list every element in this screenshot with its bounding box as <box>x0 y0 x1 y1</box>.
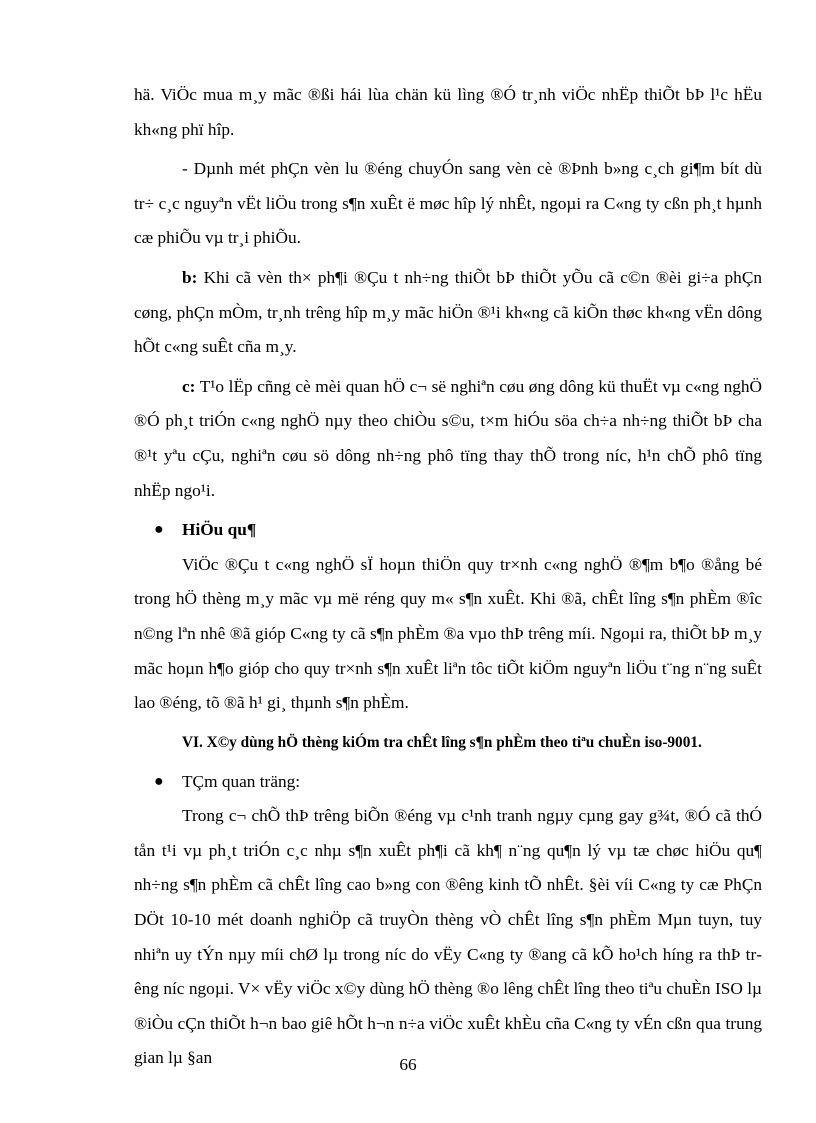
paragraph-5: ViÖc ®Çu t c«ng nghÖ sÏ hoµn thiÖn quy tr×nh c«ng nghÖ ®¶m b¶o ®ång bé trong hÖ thèng m¸y mãc vµ më réng quy m« s¶n xuÊt. Khi ®ã, chÊt lîng s¶n phÈm ®îc n©ng lªn nhê ®ã gióp C«ng ty cã s¶n phÈm ®a vµo thÞ trêng míi. Ngoµi ra, thiÕt bÞ m¸y mãc hoµn h¶o gióp cho quy tr×nh s¶n xuÊt liªn tôc tiÕt kiÖm nguyªn liÖu t¨ng n¨ng suÊt lao ®éng, tõ ®ã h¹ gi¸ thµnh s¶n phÈm. <box>134 554 762 713</box>
item-label-c: c: <box>182 376 196 396</box>
paragraph-6: Trong c¬ chÕ thÞ trêng biÕn ®éng vµ c¹nh tranh ngµy cµng gay g¾t, ®Ó cã thÓ tån t¹i vµ ph¸t triÓn c¸c nhµ s¶n xuÊt ph¶i cã kh¶ n¨ng qu¶n lý vµ tæ chøc hiÖu qu¶ nh÷ng s¶n phÈm cã chÊt lîng cao b»ng con ®êng kinh tÕ nhÊt. §èi víi C«ng ty cæ PhÇn DÖt 10-10 mét doanh nghiÖp cã truyÒn thèng vÒ chÊt lîng s¶n phÈm Mµn tuyn, tuy nhiªn uy tÝn nµy míi chØ lµ trong níc do vËy C«ng ty ®ang cã kÕ ho¹ch híng ra thÞ trêng níc ngoµi. V× vËy viÖc x©y dùng hÖ thèng ®o lêng chÊt lîng theo tiªu chuÈn ISO lµ ®iÒu cÇn thiÕt h¬n bao giê hÕt h¬n n÷a viÖc xuÊt khÈu cña C«ng ty vÉn cßn qua trung gian lµ §an <box>134 806 762 1068</box>
paragraph-4 <box>134 370 762 508</box>
bullet-tam-quan-trong-label: TÇm quan träng: <box>182 771 301 791</box>
paragraph-3-text: Khi cã vèn th× ph¶i ®Çu t nh÷ng thiÕt bÞ thiÕt yÕu cã c©n ®èi gi÷a phÇn cøng, phÇn mÒm, tr¸nh trêng hîp m¸y mãc hiÖn ®¹i kh«ng cã kiÕn thøc kh«ng vËn dông hÕt c«ng suÊt cña m¸y. <box>134 267 762 357</box>
paragraph-1: hä. ViÖc mua m¸y mãc ®ßi hái lùa chän kü lìng ®Ó tr¸nh viÖc nhËp thiÕt bÞ l¹c hËu kh«ng phï hîp. <box>134 85 762 139</box>
item-label-b: b: <box>182 267 198 287</box>
paragraph-3 <box>134 261 762 365</box>
bullet-icon: ● <box>154 772 164 790</box>
bullet-icon: ● <box>154 521 164 539</box>
page-body <box>134 78 762 1076</box>
paragraph-4-text: T¹o lËp cñng cè mèi quan hÖ c¬ së nghiªn cøu øng dông kü thuËt vµ c«ng nghÖ ®Ó ph¸t triÓn c«ng nghÖ nµy theo chiÒu s©u, t×m hiÓu söa ch÷a nh÷ng thiÕt bÞ cha ®¹t yªu cÇu, nghiªn cøu sö dông nh÷ng phô tïng thay thÕ trong níc, h¹n chÕ phô tïng nhËp ngo¹i. <box>134 376 762 500</box>
section-heading: VI. X©y dùng hÖ thèng kiÓm tra chÊt lîng s¶n phÈm theo tiªu chuÈn iso-9001. <box>182 733 702 751</box>
bullet-hieu-qua <box>134 513 762 548</box>
bullet-tam-quan-trong <box>134 765 762 800</box>
paragraph-2: - Dµnh mét phÇn vèn lu ®éng chuyÓn sang vèn cè ®Þnh b»ng c¸ch gi¶m bít dù tr÷ c¸c nguyªn vËt liÖu trong s¶n xuÊt ë møc hîp lý nhÊt, ngoµi ra C«ng ty cßn ph¸t hµnh cæ phiÕu vµ tr¸i phiÕu. <box>134 159 762 248</box>
page-number: 66 <box>399 1055 417 1074</box>
bullet-hieu-qua-label: HiÖu qu¶ <box>182 520 257 540</box>
